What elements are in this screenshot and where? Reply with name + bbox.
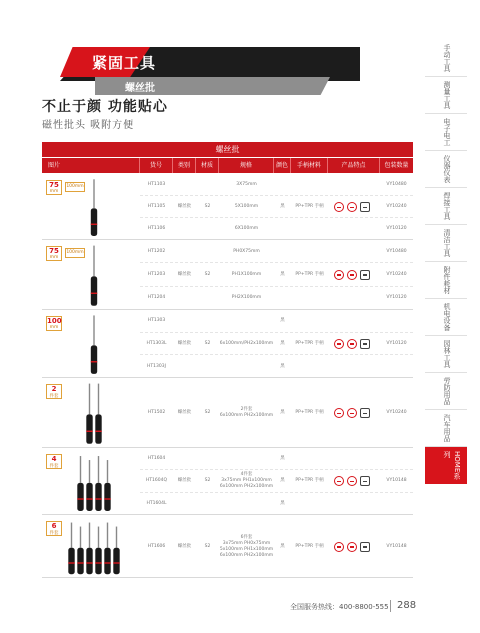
badge-number: 4 xyxy=(51,455,57,463)
cell-color: 黑 xyxy=(280,318,285,324)
feature-icons xyxy=(334,202,370,212)
product-group xyxy=(42,240,413,310)
cell-handle: PP+TPR 手柄 xyxy=(295,204,324,209)
screwdriver-shaft xyxy=(116,527,117,548)
cell-spec: 6件套 3x75mm PH0x75mm 5x100mm PH1x100mm 6x100mm PH2x100mm xyxy=(219,534,274,558)
cell-mat: S2 xyxy=(204,340,211,346)
cell-code: HT1303L xyxy=(146,340,167,346)
cell-spec: 6x100mm/PH2x100mm xyxy=(219,340,274,346)
screwdriver-handle xyxy=(104,548,110,574)
cell-pack: VY10240 xyxy=(386,410,407,415)
sidenav-item[interactable] xyxy=(425,299,467,336)
sidenav-item[interactable] xyxy=(425,114,467,151)
cell-mat: S2 xyxy=(204,543,211,549)
cell-cat: 螺丝批 xyxy=(177,543,192,549)
screwdriver-ring xyxy=(86,562,92,563)
cell-pack: VY10120 xyxy=(386,295,407,301)
cell-spec: PH2X100mm xyxy=(231,295,262,301)
cell-handle: PP+TPR 手柄 xyxy=(295,543,324,549)
cell-code: HT1105 xyxy=(147,204,166,209)
screwdriver-illustration xyxy=(42,174,140,240)
sidenav-item[interactable] xyxy=(425,188,467,225)
col-features: 产品特点 xyxy=(328,158,380,173)
feature-icons xyxy=(334,476,370,486)
sidenav-item-label: HOME系列 xyxy=(443,451,461,480)
cell-code: HT1604L xyxy=(146,500,167,506)
cell-code: HT1103 xyxy=(147,182,166,187)
product-image xyxy=(42,240,140,309)
magnet-icon xyxy=(334,476,344,486)
grip-icon xyxy=(360,339,370,349)
cell-color: 黑 xyxy=(280,543,285,549)
tip-icon xyxy=(347,339,357,349)
screwdriver-ring xyxy=(77,562,83,563)
table-row xyxy=(140,263,413,286)
table-row xyxy=(140,448,413,470)
cell-handle: PP+TPR 手柄 xyxy=(295,340,324,346)
cell-code: HT1502 xyxy=(147,410,166,415)
cell-pack: VY10480 xyxy=(386,182,407,187)
subheadline: 磁性批头 吸附方便 xyxy=(42,120,135,131)
cell-handle: PP+TPR 手柄 xyxy=(295,271,324,277)
cell-code: HT1204 xyxy=(147,295,166,301)
sidenav-item[interactable] xyxy=(425,410,467,447)
screwdriver-ring xyxy=(86,498,92,499)
cell-code: HT1604 xyxy=(147,456,166,462)
screwdriver-ring xyxy=(104,562,110,563)
badge-unit: mm xyxy=(49,255,59,260)
cell-code: HT1606 xyxy=(147,543,166,549)
cell-cat: 螺丝批 xyxy=(177,204,192,209)
screwdriver-handle xyxy=(91,276,97,305)
screwdriver-ring xyxy=(104,498,110,499)
screwdriver-shaft xyxy=(89,523,90,548)
size-badge-secondary: 100mm xyxy=(65,182,85,192)
cell-mat: S2 xyxy=(204,204,211,209)
screwdriver-illustration xyxy=(42,378,140,448)
badge-unit: mm xyxy=(49,325,59,330)
screwdriver-handle xyxy=(68,548,74,574)
cell-color: 黑 xyxy=(280,340,285,346)
footer-divider xyxy=(390,600,391,612)
screwdriver-ring xyxy=(113,562,119,563)
table-row xyxy=(140,196,413,218)
cell-color: 黑 xyxy=(280,456,285,462)
screwdriver-handle xyxy=(86,483,92,511)
product-group xyxy=(42,448,413,515)
product-group xyxy=(42,378,413,448)
magnet-icon xyxy=(334,408,344,418)
sidenav-item-label: 汽车用品 xyxy=(443,414,451,442)
cell-pack: VY10240 xyxy=(386,204,407,209)
screwdriver-ring xyxy=(77,498,83,499)
grip-icon xyxy=(360,270,370,280)
section-title: 紧固工具 xyxy=(92,54,157,72)
cell-cat: 螺丝批 xyxy=(177,478,192,484)
cell-code: HT1303 xyxy=(147,318,166,324)
screwdriver-shaft xyxy=(93,246,94,277)
product-group xyxy=(42,515,413,578)
screwdriver-handle xyxy=(95,414,101,443)
sidenav-item[interactable] xyxy=(425,262,467,299)
tip-icon xyxy=(347,408,357,418)
cell-spec: 3X75mm xyxy=(236,182,257,187)
cell-color: 黑 xyxy=(280,204,285,209)
screwdriver-shaft xyxy=(98,527,99,548)
screwdriver-shaft xyxy=(107,523,108,548)
table-row xyxy=(140,470,413,492)
badge-unit: mm xyxy=(49,189,59,194)
cell-spec: PH1X100mm xyxy=(231,271,262,277)
sidenav-item-label: 焊接工具 xyxy=(443,192,451,220)
cell-pack: VY10480 xyxy=(386,248,407,254)
sidenav-item-label: 劳防用品 xyxy=(443,377,451,405)
size-badge-secondary: 100mm xyxy=(65,248,85,258)
cell-spec: 4件套 3x75mm PH1x100mm 6x100mm PH2x100mm xyxy=(219,472,274,490)
cell-pack: VY10240 xyxy=(386,271,407,277)
sidenav-item-label: 园林工具 xyxy=(443,340,451,368)
screwdriver-ring xyxy=(91,293,97,294)
screwdriver-shaft xyxy=(89,384,90,415)
product-group xyxy=(42,174,413,240)
table-row xyxy=(140,333,413,356)
col-image: 图片 xyxy=(42,158,140,173)
table-row xyxy=(140,515,413,578)
feature-icons xyxy=(334,339,370,349)
screwdriver-illustration xyxy=(42,310,140,378)
screwdriver-handle xyxy=(113,548,119,574)
cell-color: 黑 xyxy=(280,500,285,506)
cell-spec: 5X100mm xyxy=(234,204,259,209)
table-row xyxy=(140,218,413,240)
cell-spec: PH0X75mm xyxy=(233,248,260,254)
screwdriver-handle xyxy=(77,483,83,511)
badge-number: 75 xyxy=(49,181,59,189)
screwdriver-handle xyxy=(77,548,83,574)
screwdriver-handle xyxy=(104,483,110,511)
screwdriver-ring xyxy=(86,431,92,432)
product-group xyxy=(42,310,413,378)
cell-mat: S2 xyxy=(204,478,211,484)
feature-icons xyxy=(334,408,370,418)
screwdriver-shaft xyxy=(107,460,108,483)
feature-icons xyxy=(334,542,370,552)
badge-number: 100 xyxy=(47,317,62,325)
grip-icon xyxy=(360,542,370,552)
sidenav-item-label: 电子电工 xyxy=(443,118,451,146)
screwdriver-ring xyxy=(68,562,74,563)
table-row xyxy=(140,493,413,515)
cell-handle: PP+TPR 手柄 xyxy=(295,410,324,415)
product-image xyxy=(42,174,140,239)
cell-spec: 6X100mm xyxy=(234,226,259,231)
screwdriver-ring xyxy=(91,361,97,362)
screwdriver-handle xyxy=(86,548,92,574)
screwdriver-handle xyxy=(86,414,92,443)
product-image xyxy=(42,310,140,377)
sidenav-item-label: 清洁工具 xyxy=(443,229,451,257)
screwdriver-ring xyxy=(95,498,101,499)
feature-icons xyxy=(334,270,370,280)
tip-icon xyxy=(347,202,357,212)
cell-code: HT1202 xyxy=(147,248,166,254)
screwdriver-illustration xyxy=(42,240,140,310)
cell-handle: PP+TPR 手柄 xyxy=(295,478,324,484)
section-subtitle: 螺丝批 xyxy=(125,83,155,94)
category-sidenav xyxy=(425,40,467,484)
col-material: 材质 xyxy=(196,158,219,173)
cell-pack: VY10120 xyxy=(386,340,407,346)
col-category: 类别 xyxy=(173,158,196,173)
cell-code: HT1303J xyxy=(147,363,166,369)
table-row xyxy=(140,355,413,378)
cell-pack: VY10148 xyxy=(386,543,407,549)
screwdriver-ring xyxy=(91,224,97,225)
table-title: 螺丝批 xyxy=(42,142,413,157)
badge-unit: 件套 xyxy=(49,531,59,536)
sidenav-item[interactable] xyxy=(425,225,467,262)
cell-color: 黑 xyxy=(280,478,285,484)
screwdriver-shaft xyxy=(93,315,94,345)
cell-spec: 2件套 6x100mm PH2x100mm xyxy=(219,407,274,418)
table-row xyxy=(140,287,413,310)
col-color: 颜色 xyxy=(274,158,291,173)
cell-cat: 螺丝批 xyxy=(177,271,192,277)
cell-code: HT1106 xyxy=(147,226,166,231)
screwdriver-shaft xyxy=(93,179,94,208)
cell-mat: S2 xyxy=(204,271,211,277)
page-number: 288 xyxy=(397,600,417,611)
sidenav-item[interactable] xyxy=(425,373,467,410)
cell-cat: 螺丝批 xyxy=(177,410,192,415)
screwdriver-ring xyxy=(95,431,101,432)
table-row xyxy=(140,174,413,196)
magnet-icon xyxy=(334,270,344,280)
screwdriver-handle xyxy=(95,548,101,574)
service-hotline: 全国服务热线：400-8800-555 xyxy=(290,603,389,611)
col-handle: 手柄材料 xyxy=(291,158,328,173)
screwdriver-shaft xyxy=(80,527,81,548)
screwdriver-ring xyxy=(95,562,101,563)
cell-pack: VY10148 xyxy=(386,478,407,484)
sidenav-item[interactable] xyxy=(425,40,467,77)
badge-unit: 件套 xyxy=(49,394,59,399)
sidenav-item[interactable] xyxy=(425,447,467,484)
sidenav-item-label: 手动工具 xyxy=(443,44,451,72)
screwdriver-shaft xyxy=(98,456,99,483)
product-image xyxy=(42,515,140,577)
cell-color: 黑 xyxy=(280,410,285,415)
sidenav-item-label: 仪器仪表 xyxy=(443,155,451,183)
sidenav-item[interactable] xyxy=(425,151,467,188)
sidenav-item-label: 测量工具 xyxy=(443,81,451,109)
badge-number: 6 xyxy=(51,522,57,530)
col-code: 货号 xyxy=(140,158,173,173)
sidenav-item-label: 机电设备 xyxy=(443,303,451,331)
screwdriver-illustration xyxy=(42,515,140,578)
cell-code: HT1203 xyxy=(147,271,166,277)
cell-color: 黑 xyxy=(280,271,285,277)
cell-mat: S2 xyxy=(204,410,211,415)
table-header xyxy=(42,158,413,173)
grip-icon xyxy=(360,202,370,212)
screwdriver-handle xyxy=(95,483,101,511)
magnet-icon xyxy=(334,202,344,212)
product-image xyxy=(42,378,140,447)
cell-cat: 螺丝批 xyxy=(177,340,192,346)
sidenav-item[interactable] xyxy=(425,336,467,373)
table-row xyxy=(140,378,413,448)
grip-icon xyxy=(360,476,370,486)
magnet-icon xyxy=(334,542,344,552)
table-row xyxy=(140,310,413,333)
badge-unit: 件套 xyxy=(49,464,59,469)
sidenav-item[interactable] xyxy=(425,77,467,114)
cell-code: HT1604Q xyxy=(145,478,168,484)
screwdriver-handle xyxy=(91,208,97,236)
col-spec: 规格 xyxy=(219,158,274,173)
badge-number: 2 xyxy=(51,385,57,393)
tip-icon xyxy=(347,542,357,552)
screwdriver-illustration xyxy=(42,448,140,515)
cell-color: 黑 xyxy=(280,363,285,369)
badge-number: 75 xyxy=(49,247,59,255)
screwdriver-shaft xyxy=(98,384,99,415)
headline: 不止于颜 功能贴心 xyxy=(42,99,168,115)
tip-icon xyxy=(347,476,357,486)
screwdriver-shaft xyxy=(71,523,72,548)
col-pack: 包装数量 xyxy=(384,162,409,169)
table-row xyxy=(140,240,413,263)
cell-pack: VY10120 xyxy=(386,226,407,231)
screwdriver-shaft xyxy=(80,456,81,483)
screwdriver-handle xyxy=(91,345,97,374)
screwdriver-shaft xyxy=(89,460,90,483)
magnet-icon xyxy=(334,339,344,349)
grip-icon xyxy=(360,408,370,418)
tip-icon xyxy=(347,270,357,280)
sidenav-item-label: 附件耗材 xyxy=(443,266,451,294)
product-image xyxy=(42,448,140,514)
